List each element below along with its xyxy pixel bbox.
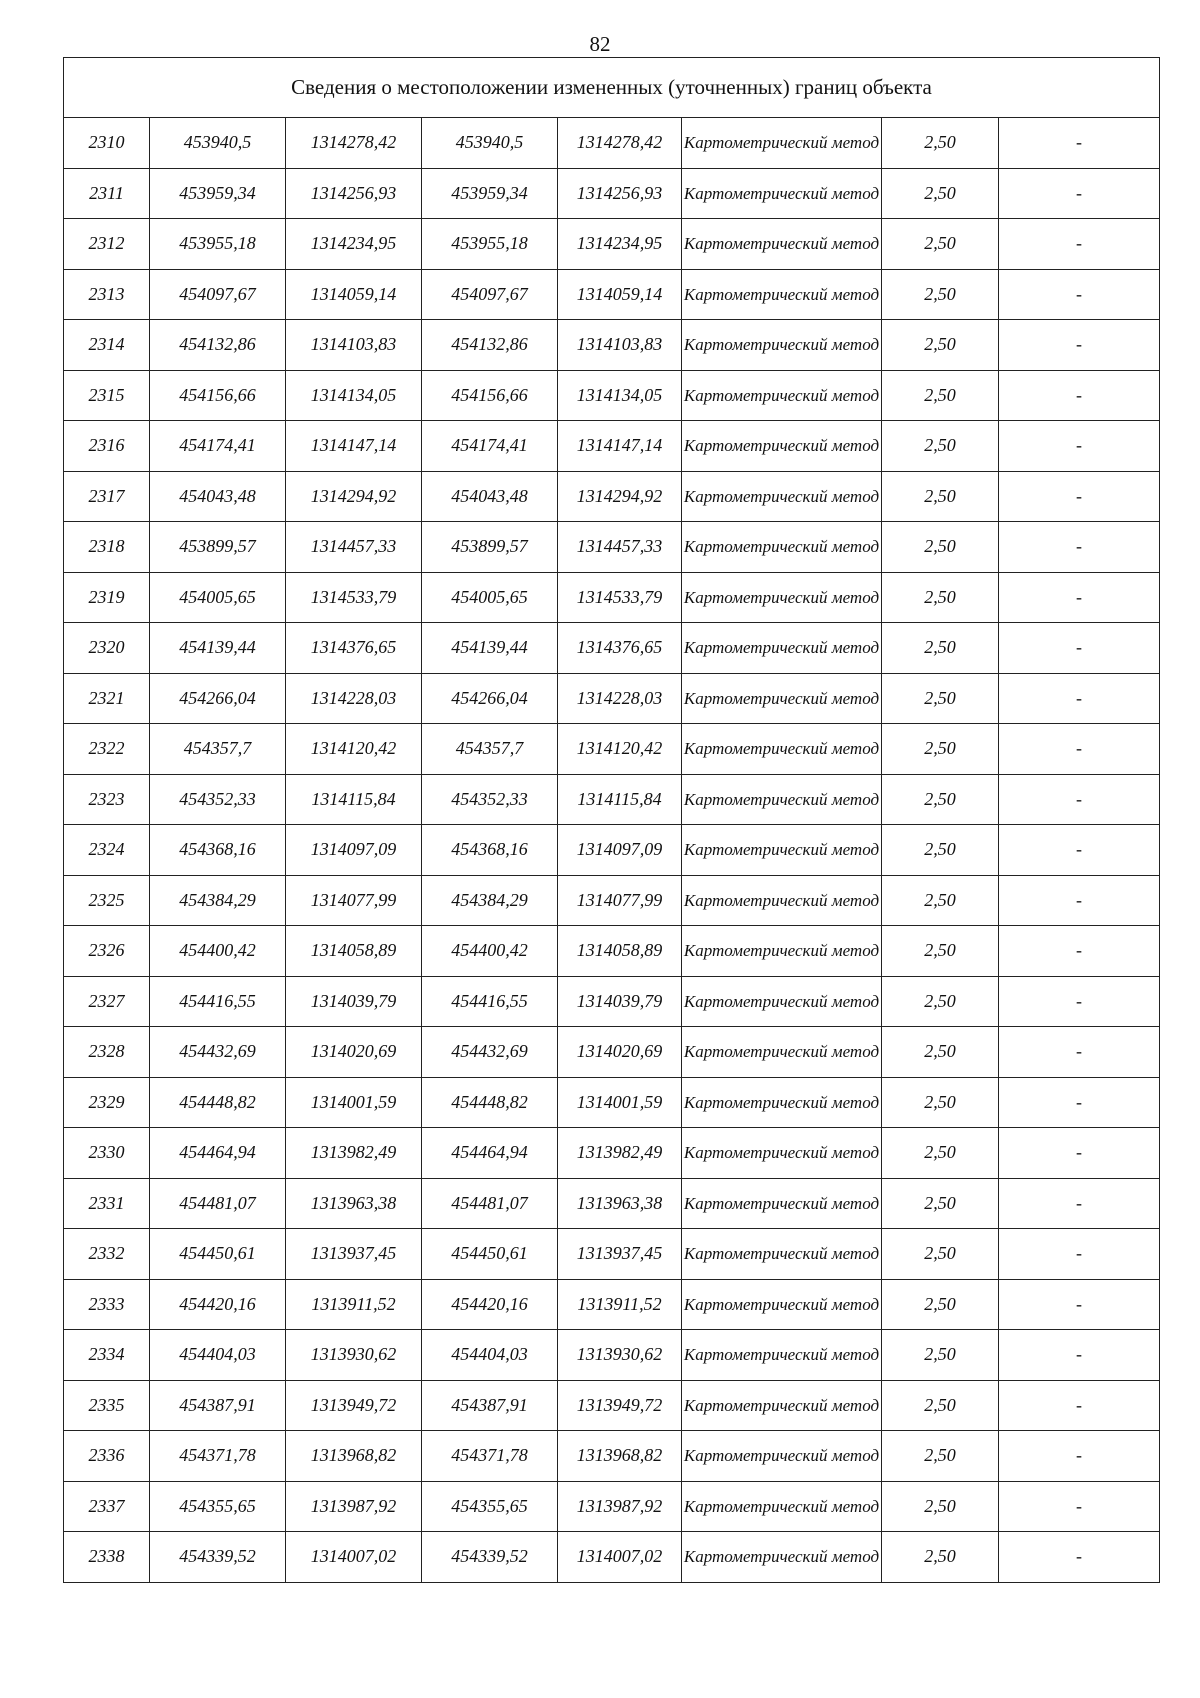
table-row (64, 118, 1160, 169)
refined-y-cell: 1314077,99 (558, 875, 682, 926)
refined-x-cell: 454005,65 (422, 572, 558, 623)
point-number-cell: 2316 (64, 421, 150, 472)
existing-x-cell: 454266,04 (150, 673, 286, 724)
refined-y-cell: 1313982,49 (558, 1128, 682, 1179)
point-number-cell: 2322 (64, 724, 150, 775)
accuracy-cell: 2,50 (882, 370, 999, 421)
point-number-cell: 2326 (64, 926, 150, 977)
table-row (64, 623, 1160, 674)
point-number-cell: 2335 (64, 1380, 150, 1431)
method-cell: Картометрический метод (682, 168, 882, 219)
method-cell: Картометрический метод (682, 118, 882, 169)
description-cell: - (999, 1128, 1160, 1179)
table-row (64, 219, 1160, 270)
point-number-cell: 2334 (64, 1330, 150, 1381)
existing-y-cell: 1314147,14 (286, 421, 422, 472)
refined-x-cell: 454174,41 (422, 421, 558, 472)
boundary-coordinates-table (63, 57, 1160, 1583)
refined-y-cell: 1314115,84 (558, 774, 682, 825)
existing-x-cell: 454481,07 (150, 1178, 286, 1229)
point-number-cell: 2337 (64, 1481, 150, 1532)
refined-x-cell: 454464,94 (422, 1128, 558, 1179)
refined-x-cell: 454266,04 (422, 673, 558, 724)
existing-x-cell: 454339,52 (150, 1532, 286, 1583)
existing-y-cell: 1314058,89 (286, 926, 422, 977)
method-cell: Картометрический метод (682, 623, 882, 674)
point-number-cell: 2329 (64, 1077, 150, 1128)
refined-y-cell: 1314294,92 (558, 471, 682, 522)
existing-y-cell: 1314228,03 (286, 673, 422, 724)
point-number-cell: 2331 (64, 1178, 150, 1229)
existing-x-cell: 454404,03 (150, 1330, 286, 1381)
refined-x-cell: 453955,18 (422, 219, 558, 270)
description-cell: - (999, 219, 1160, 270)
description-cell: - (999, 1380, 1160, 1431)
refined-y-cell: 1314020,69 (558, 1027, 682, 1078)
description-cell: - (999, 522, 1160, 573)
point-number-cell: 2319 (64, 572, 150, 623)
method-cell: Картометрический метод (682, 370, 882, 421)
description-cell: - (999, 269, 1160, 320)
table-row (64, 825, 1160, 876)
accuracy-cell: 2,50 (882, 320, 999, 371)
existing-x-cell: 454400,42 (150, 926, 286, 977)
accuracy-cell: 2,50 (882, 875, 999, 926)
refined-y-cell: 1314103,83 (558, 320, 682, 371)
description-cell: - (999, 926, 1160, 977)
description-cell: - (999, 1431, 1160, 1482)
refined-y-cell: 1313937,45 (558, 1229, 682, 1280)
method-cell: Картометрический метод (682, 572, 882, 623)
existing-y-cell: 1313930,62 (286, 1330, 422, 1381)
existing-y-cell: 1314120,42 (286, 724, 422, 775)
refined-x-cell: 454156,66 (422, 370, 558, 421)
table-row (64, 724, 1160, 775)
refined-x-cell: 454420,16 (422, 1279, 558, 1330)
existing-x-cell: 454368,16 (150, 825, 286, 876)
accuracy-cell: 2,50 (882, 168, 999, 219)
table-row (64, 370, 1160, 421)
refined-x-cell: 454481,07 (422, 1178, 558, 1229)
existing-x-cell: 454384,29 (150, 875, 286, 926)
refined-x-cell: 454043,48 (422, 471, 558, 522)
point-number-cell: 2333 (64, 1279, 150, 1330)
accuracy-cell: 2,50 (882, 1229, 999, 1280)
existing-y-cell: 1314007,02 (286, 1532, 422, 1583)
refined-x-cell: 454416,55 (422, 976, 558, 1027)
table-row (64, 1279, 1160, 1330)
existing-y-cell: 1314533,79 (286, 572, 422, 623)
refined-x-cell: 454355,65 (422, 1481, 558, 1532)
refined-x-cell: 454384,29 (422, 875, 558, 926)
refined-x-cell: 454371,78 (422, 1431, 558, 1482)
point-number-cell: 2310 (64, 118, 150, 169)
method-cell: Картометрический метод (682, 471, 882, 522)
refined-y-cell: 1313968,82 (558, 1431, 682, 1482)
refined-x-cell: 453959,34 (422, 168, 558, 219)
description-cell: - (999, 471, 1160, 522)
description-cell: - (999, 724, 1160, 775)
refined-y-cell: 1314134,05 (558, 370, 682, 421)
existing-y-cell: 1314059,14 (286, 269, 422, 320)
table-row (64, 1481, 1160, 1532)
existing-y-cell: 1314457,33 (286, 522, 422, 573)
existing-y-cell: 1313987,92 (286, 1481, 422, 1532)
point-number-cell: 2324 (64, 825, 150, 876)
existing-y-cell: 1313911,52 (286, 1279, 422, 1330)
refined-x-cell: 454432,69 (422, 1027, 558, 1078)
table-row (64, 875, 1160, 926)
description-cell: - (999, 1330, 1160, 1381)
existing-x-cell: 454420,16 (150, 1279, 286, 1330)
refined-y-cell: 1314228,03 (558, 673, 682, 724)
method-cell: Картометрический метод (682, 1481, 882, 1532)
existing-x-cell: 454416,55 (150, 976, 286, 1027)
refined-y-cell: 1313949,72 (558, 1380, 682, 1431)
existing-x-cell: 454371,78 (150, 1431, 286, 1482)
point-number-cell: 2314 (64, 320, 150, 371)
table-row (64, 1532, 1160, 1583)
description-cell: - (999, 673, 1160, 724)
refined-x-cell: 454400,42 (422, 926, 558, 977)
accuracy-cell: 2,50 (882, 1431, 999, 1482)
description-cell: - (999, 421, 1160, 472)
description-cell: - (999, 572, 1160, 623)
method-cell: Картометрический метод (682, 1178, 882, 1229)
existing-y-cell: 1314020,69 (286, 1027, 422, 1078)
accuracy-cell: 2,50 (882, 572, 999, 623)
method-cell: Картометрический метод (682, 875, 882, 926)
method-cell: Картометрический метод (682, 1330, 882, 1381)
existing-y-cell: 1314234,95 (286, 219, 422, 270)
table-row (64, 976, 1160, 1027)
refined-y-cell: 1314376,65 (558, 623, 682, 674)
refined-y-cell: 1314058,89 (558, 926, 682, 977)
table-row (64, 320, 1160, 371)
accuracy-cell: 2,50 (882, 522, 999, 573)
accuracy-cell: 2,50 (882, 926, 999, 977)
table-row (64, 168, 1160, 219)
point-number-cell: 2311 (64, 168, 150, 219)
refined-y-cell: 1313963,38 (558, 1178, 682, 1229)
accuracy-cell: 2,50 (882, 219, 999, 270)
existing-x-cell: 454352,33 (150, 774, 286, 825)
point-number-cell: 2325 (64, 875, 150, 926)
existing-y-cell: 1314278,42 (286, 118, 422, 169)
existing-x-cell: 453959,34 (150, 168, 286, 219)
method-cell: Картометрический метод (682, 1431, 882, 1482)
method-cell: Картометрический метод (682, 1229, 882, 1280)
refined-y-cell: 1314533,79 (558, 572, 682, 623)
existing-y-cell: 1313982,49 (286, 1128, 422, 1179)
refined-y-cell: 1313930,62 (558, 1330, 682, 1381)
existing-y-cell: 1314103,83 (286, 320, 422, 371)
method-cell: Картометрический метод (682, 1128, 882, 1179)
existing-x-cell: 454156,66 (150, 370, 286, 421)
existing-x-cell: 454357,7 (150, 724, 286, 775)
point-number-cell: 2312 (64, 219, 150, 270)
accuracy-cell: 2,50 (882, 1330, 999, 1381)
table-row (64, 421, 1160, 472)
refined-x-cell: 454139,44 (422, 623, 558, 674)
accuracy-cell: 2,50 (882, 118, 999, 169)
existing-x-cell: 454464,94 (150, 1128, 286, 1179)
refined-y-cell: 1314059,14 (558, 269, 682, 320)
existing-y-cell: 1313963,38 (286, 1178, 422, 1229)
table-row (64, 1128, 1160, 1179)
description-cell: - (999, 1279, 1160, 1330)
table-row (64, 926, 1160, 977)
description-cell: - (999, 1077, 1160, 1128)
method-cell: Картометрический метод (682, 976, 882, 1027)
refined-y-cell: 1314120,42 (558, 724, 682, 775)
accuracy-cell: 2,50 (882, 1128, 999, 1179)
existing-y-cell: 1314115,84 (286, 774, 422, 825)
method-cell: Картометрический метод (682, 522, 882, 573)
description-cell: - (999, 1229, 1160, 1280)
table-row (64, 572, 1160, 623)
table-row (64, 1380, 1160, 1431)
refined-y-cell: 1314147,14 (558, 421, 682, 472)
method-cell: Картометрический метод (682, 219, 882, 270)
point-number-cell: 2330 (64, 1128, 150, 1179)
existing-y-cell: 1314039,79 (286, 976, 422, 1027)
accuracy-cell: 2,50 (882, 1178, 999, 1229)
description-cell: - (999, 168, 1160, 219)
table-body (64, 58, 1160, 1583)
refined-x-cell: 454387,91 (422, 1380, 558, 1431)
accuracy-cell: 2,50 (882, 825, 999, 876)
method-cell: Картометрический метод (682, 926, 882, 977)
refined-y-cell: 1314256,93 (558, 168, 682, 219)
table-row (64, 471, 1160, 522)
refined-x-cell: 454339,52 (422, 1532, 558, 1583)
existing-x-cell: 454132,86 (150, 320, 286, 371)
refined-y-cell: 1314007,02 (558, 1532, 682, 1583)
table-row (64, 673, 1160, 724)
table-title: Сведения о местоположении измененных (уточненных) границ объекта (64, 58, 1160, 118)
existing-x-cell: 453899,57 (150, 522, 286, 573)
accuracy-cell: 2,50 (882, 1481, 999, 1532)
table-row (64, 774, 1160, 825)
description-cell: - (999, 1027, 1160, 1078)
existing-x-cell: 453955,18 (150, 219, 286, 270)
description-cell: - (999, 370, 1160, 421)
point-number-cell: 2315 (64, 370, 150, 421)
point-number-cell: 2336 (64, 1431, 150, 1482)
description-cell: - (999, 875, 1160, 926)
existing-x-cell: 454355,65 (150, 1481, 286, 1532)
refined-y-cell: 1313987,92 (558, 1481, 682, 1532)
method-cell: Картометрический метод (682, 1077, 882, 1128)
refined-x-cell: 453940,5 (422, 118, 558, 169)
accuracy-cell: 2,50 (882, 673, 999, 724)
table-row (64, 1077, 1160, 1128)
description-cell: - (999, 976, 1160, 1027)
accuracy-cell: 2,50 (882, 623, 999, 674)
refined-y-cell: 1314234,95 (558, 219, 682, 270)
existing-x-cell: 454174,41 (150, 421, 286, 472)
refined-x-cell: 454368,16 (422, 825, 558, 876)
refined-x-cell: 454352,33 (422, 774, 558, 825)
existing-x-cell: 454387,91 (150, 1380, 286, 1431)
method-cell: Картометрический метод (682, 421, 882, 472)
description-cell: - (999, 774, 1160, 825)
table-row (64, 1229, 1160, 1280)
accuracy-cell: 2,50 (882, 471, 999, 522)
refined-x-cell: 454357,7 (422, 724, 558, 775)
point-number-cell: 2321 (64, 673, 150, 724)
accuracy-cell: 2,50 (882, 1027, 999, 1078)
method-cell: Картометрический метод (682, 1380, 882, 1431)
description-cell: - (999, 623, 1160, 674)
description-cell: - (999, 1481, 1160, 1532)
point-number-cell: 2332 (64, 1229, 150, 1280)
accuracy-cell: 2,50 (882, 774, 999, 825)
method-cell: Картометрический метод (682, 1279, 882, 1330)
refined-y-cell: 1314039,79 (558, 976, 682, 1027)
refined-x-cell: 454450,61 (422, 1229, 558, 1280)
existing-y-cell: 1313968,82 (286, 1431, 422, 1482)
description-cell: - (999, 1532, 1160, 1583)
method-cell: Картометрический метод (682, 269, 882, 320)
existing-y-cell: 1313949,72 (286, 1380, 422, 1431)
existing-y-cell: 1314294,92 (286, 471, 422, 522)
accuracy-cell: 2,50 (882, 269, 999, 320)
existing-y-cell: 1314097,09 (286, 825, 422, 876)
table-row (64, 1178, 1160, 1229)
refined-x-cell: 454448,82 (422, 1077, 558, 1128)
table-row (64, 522, 1160, 573)
refined-y-cell: 1313911,52 (558, 1279, 682, 1330)
method-cell: Картометрический метод (682, 320, 882, 371)
refined-x-cell: 454404,03 (422, 1330, 558, 1381)
point-number-cell: 2317 (64, 471, 150, 522)
accuracy-cell: 2,50 (882, 976, 999, 1027)
method-cell: Картометрический метод (682, 673, 882, 724)
refined-y-cell: 1314278,42 (558, 118, 682, 169)
existing-x-cell: 454005,65 (150, 572, 286, 623)
refined-x-cell: 454132,86 (422, 320, 558, 371)
accuracy-cell: 2,50 (882, 1532, 999, 1583)
point-number-cell: 2328 (64, 1027, 150, 1078)
method-cell: Картометрический метод (682, 1532, 882, 1583)
refined-x-cell: 453899,57 (422, 522, 558, 573)
existing-y-cell: 1314077,99 (286, 875, 422, 926)
point-number-cell: 2318 (64, 522, 150, 573)
method-cell: Картометрический метод (682, 825, 882, 876)
refined-x-cell: 454097,67 (422, 269, 558, 320)
existing-x-cell: 454450,61 (150, 1229, 286, 1280)
existing-x-cell: 454097,67 (150, 269, 286, 320)
method-cell: Картометрический метод (682, 1027, 882, 1078)
accuracy-cell: 2,50 (882, 1077, 999, 1128)
existing-y-cell: 1314256,93 (286, 168, 422, 219)
accuracy-cell: 2,50 (882, 1380, 999, 1431)
existing-x-cell: 454448,82 (150, 1077, 286, 1128)
accuracy-cell: 2,50 (882, 421, 999, 472)
method-cell: Картометрический метод (682, 724, 882, 775)
refined-y-cell: 1314001,59 (558, 1077, 682, 1128)
description-cell: - (999, 118, 1160, 169)
point-number-cell: 2313 (64, 269, 150, 320)
table-row (64, 1431, 1160, 1482)
description-cell: - (999, 320, 1160, 371)
description-cell: - (999, 825, 1160, 876)
point-number-cell: 2327 (64, 976, 150, 1027)
table-row (64, 1330, 1160, 1381)
refined-y-cell: 1314097,09 (558, 825, 682, 876)
existing-y-cell: 1314134,05 (286, 370, 422, 421)
existing-y-cell: 1314376,65 (286, 623, 422, 674)
existing-y-cell: 1314001,59 (286, 1077, 422, 1128)
existing-x-cell: 454043,48 (150, 471, 286, 522)
method-cell: Картометрический метод (682, 774, 882, 825)
existing-x-cell: 454139,44 (150, 623, 286, 674)
point-number-cell: 2338 (64, 1532, 150, 1583)
description-cell: - (999, 1178, 1160, 1229)
table-row (64, 269, 1160, 320)
existing-y-cell: 1313937,45 (286, 1229, 422, 1280)
point-number-cell: 2323 (64, 774, 150, 825)
existing-x-cell: 454432,69 (150, 1027, 286, 1078)
accuracy-cell: 2,50 (882, 1279, 999, 1330)
point-number-cell: 2320 (64, 623, 150, 674)
existing-x-cell: 453940,5 (150, 118, 286, 169)
page-number: 82 (589, 32, 611, 56)
accuracy-cell: 2,50 (882, 724, 999, 775)
table-title-row (64, 58, 1160, 118)
refined-y-cell: 1314457,33 (558, 522, 682, 573)
table-row (64, 1027, 1160, 1078)
